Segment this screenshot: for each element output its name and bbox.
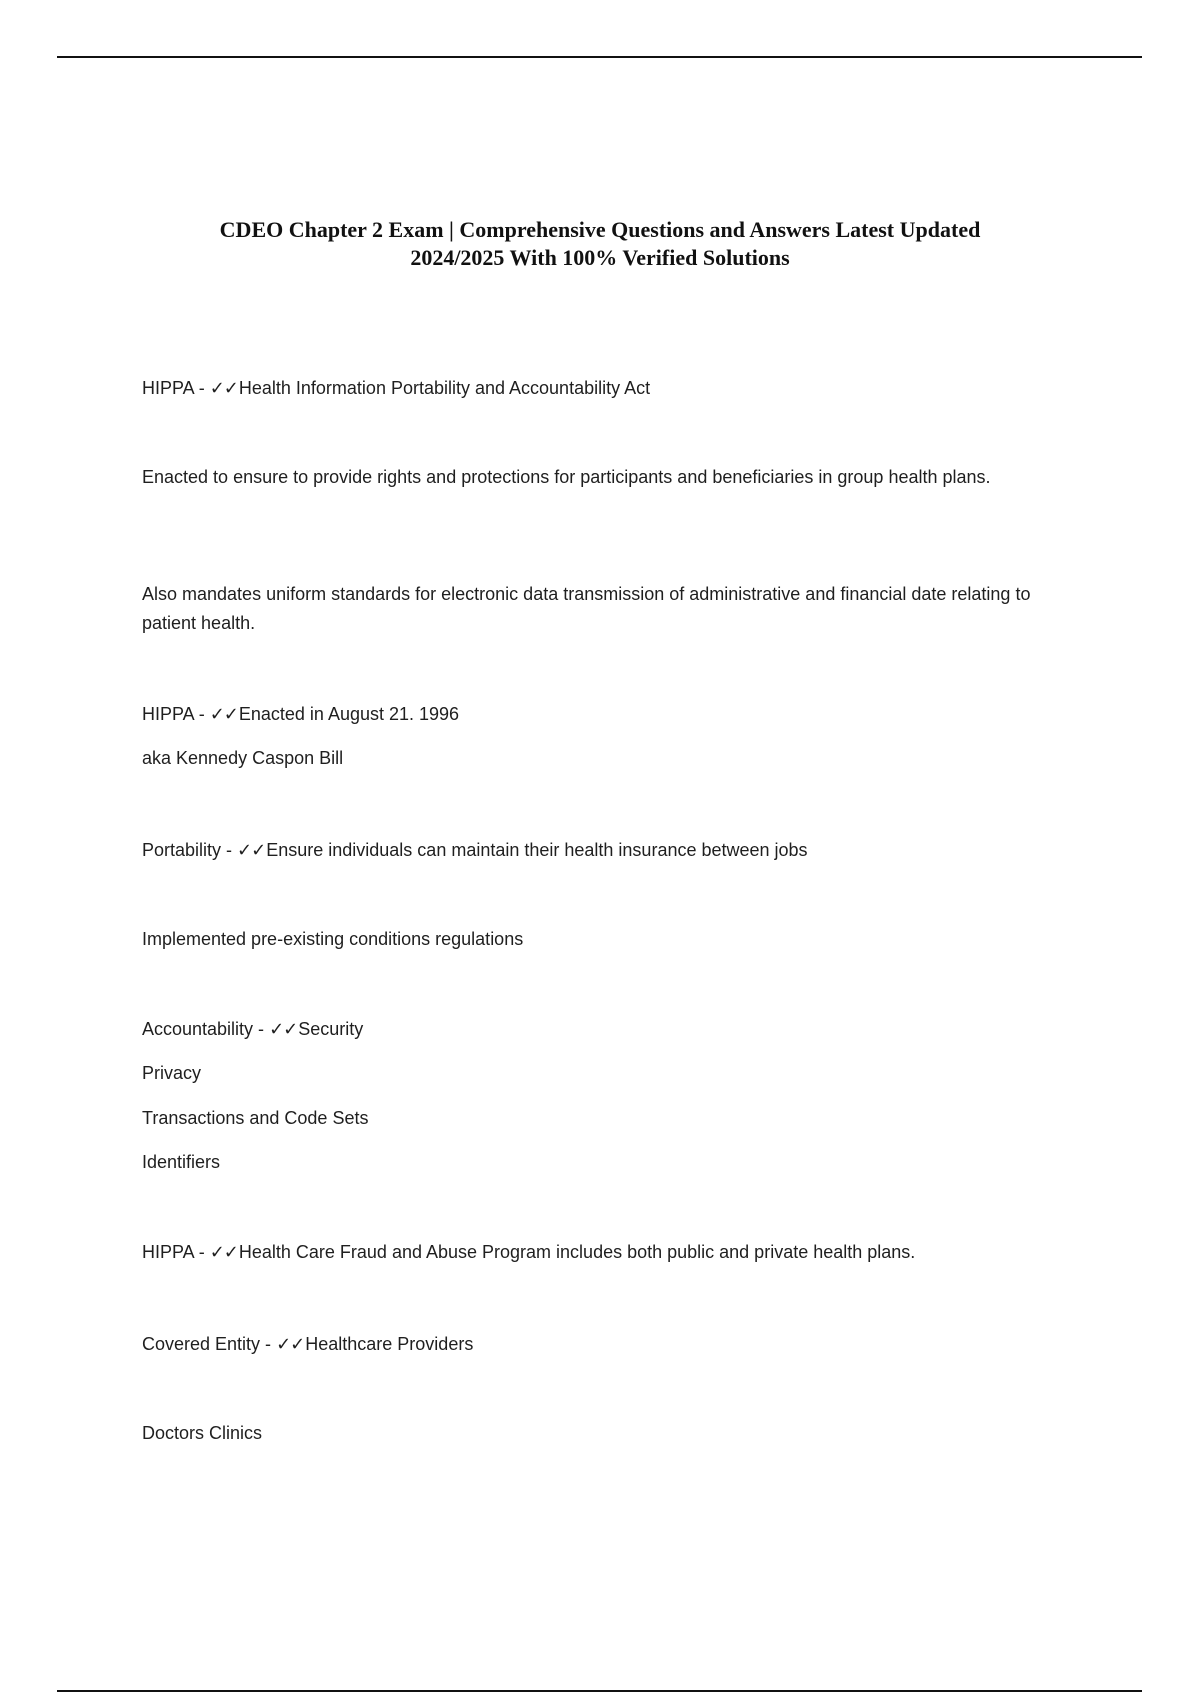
qa-entry [142,1330,1062,1359]
double-check-icon: ✓✓ [209,1242,238,1262]
term: HIPPA - [142,704,205,724]
header-divider [57,56,1142,58]
qa-entry [142,1238,1062,1267]
qa-entry [142,700,1062,729]
list-item: Transactions and Code Sets [142,1108,369,1128]
qa-entry [142,374,1062,403]
qa-entry [142,1015,1062,1044]
title-line-2: 2024/2025 With 100% Verified Solutions [410,245,790,270]
paragraph: Enacted to ensure to provide rights and protections for participants and beneficiaries in group health plans. [142,467,991,487]
title-line-1: CDEO Chapter 2 Exam | Comprehensive Questions and Answers Latest Updated [219,217,981,242]
double-check-icon: ✓✓ [209,378,238,398]
page-title [100,216,1100,272]
term: Portability - [142,840,233,860]
qa-entry [142,836,1062,865]
footer-divider [57,1690,1142,1692]
term: HIPPA - [142,378,205,398]
definition: Health Information Portability and Accountability Act [238,378,651,398]
term: Accountability - [142,1019,265,1039]
double-check-icon: ✓✓ [237,840,266,860]
paragraph: Implemented pre-existing conditions regulations [142,929,524,949]
definition: Ensure individuals can maintain their health insurance between jobs [266,840,808,860]
paragraph: Doctors Clinics [142,1423,263,1443]
paragraph: aka Kennedy Caspon Bill [142,748,344,768]
paragraph: Also mandates uniform standards for electronic data transmission of administrative and financial date relating to patient health. [142,584,1031,633]
term: HIPPA - [142,1242,205,1262]
term: Covered Entity - [142,1334,272,1354]
definition: Security [298,1019,364,1039]
list-item: Privacy [142,1063,202,1083]
double-check-icon: ✓✓ [209,704,238,724]
definition: Health Care Fraud and Abuse Program includes both public and private health plans. [238,1242,916,1262]
definition: Enacted in August 21. 1996 [238,704,460,724]
list-item: Identifiers [142,1152,221,1172]
double-check-icon: ✓✓ [276,1334,305,1354]
double-check-icon: ✓✓ [269,1019,298,1039]
definition: Healthcare Providers [305,1334,474,1354]
